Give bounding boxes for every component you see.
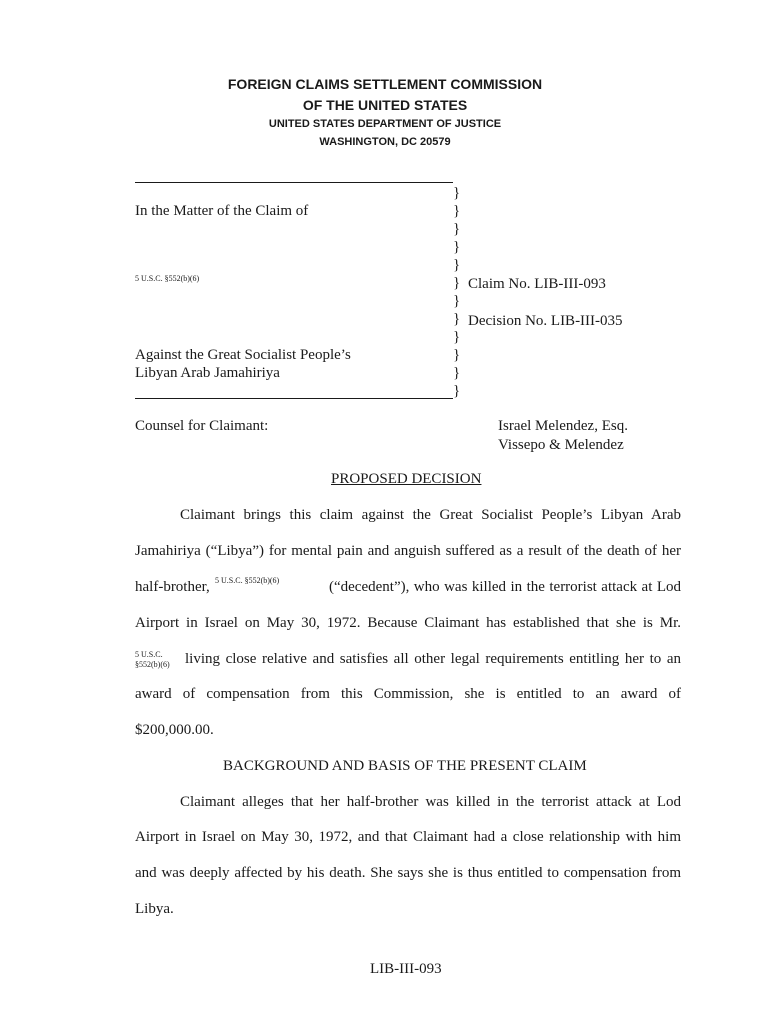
paragraph-2-line-1: Claimant alleges that her half-brother was killed in the terrorist attack at Lod	[180, 794, 681, 810]
brace: }	[453, 257, 461, 273]
paragraph-1-line-6: award of compensation from this Commission, she is entitled to an award of	[135, 686, 681, 702]
background-heading: BACKGROUND AND BASIS OF THE PRESENT CLAIM	[223, 758, 587, 774]
claim-number: Claim No. LIB-III-093	[468, 276, 606, 292]
redaction-line-a: 5 U.S.C.	[135, 650, 163, 659]
paragraph-1-line-4: Airport in Israel on May 30, 1972. Because Claimant has established that she is Mr.	[135, 615, 681, 631]
paragraph-2-line-4: Libya.	[135, 901, 174, 917]
paragraph-1-line-7: $200,000.00.	[135, 722, 214, 738]
brace: }	[453, 275, 461, 291]
brace: }	[453, 221, 461, 237]
brace: }	[453, 185, 461, 201]
matter-of-claim-label: In the Matter of the Claim of	[135, 203, 309, 219]
brace: }	[453, 311, 461, 327]
brace: }	[453, 239, 461, 255]
brace: }	[453, 347, 461, 363]
brace: }	[453, 365, 461, 381]
respondent-line2: Libyan Arab Jamahiriya	[135, 365, 280, 381]
brace: }	[453, 383, 461, 399]
redaction-line-b: §552(b)(6)	[135, 660, 170, 669]
caption-top-rule	[135, 182, 453, 183]
respondent-line1: Against the Great Socialist People’s	[135, 347, 351, 363]
decedent-name-redaction: 5 U.S.C. §552(b)(6)	[215, 576, 280, 585]
paragraph-2-line-2: Airport in Israel on May 30, 1972, and that Claimant had a close relationship with him	[135, 829, 681, 845]
counsel-firm: Vissepo & Melendez	[498, 437, 624, 453]
paragraph-2-line-3: and was deeply affected by his death. She says she is thus entitled to compensation from	[135, 865, 681, 881]
half-brother-text: half-brother,	[135, 579, 210, 595]
counsel-label: Counsel for Claimant:	[135, 418, 269, 434]
decedent-text: (“decedent”), who was killed in the terrorist attack at Lod	[329, 579, 681, 595]
paragraph-1-line-2: Jamahiriya (“Libya”) for mental pain and anguish suffered as a result of the death of her	[135, 543, 681, 559]
commission-name-line2: OF THE UNITED STATES	[302, 97, 468, 113]
decision-number: Decision No. LIB-III-035	[468, 313, 623, 329]
brace: }	[453, 293, 461, 309]
claimant-name-redaction: 5 U.S.C. §552(b)(6)	[135, 274, 200, 283]
counsel-name: Israel Melendez, Esq.	[498, 418, 628, 434]
proposed-decision-heading: PROPOSED DECISION	[331, 471, 482, 487]
brace: }	[453, 203, 461, 219]
paragraph-1-line-1: Claimant brings this claim against the Great Socialist People’s Libyan Arab	[180, 507, 681, 523]
page-footer-id: LIB-III-093	[370, 961, 442, 977]
address-line: WASHINGTON, DC 20579	[319, 136, 451, 148]
brace: }	[453, 329, 461, 345]
commission-name-line1: FOREIGN CLAIMS SETTLEMENT COMMISSION	[227, 76, 543, 92]
living-relative-text: living close relative and satisfies all other legal requirements entitling her to an	[185, 651, 681, 667]
caption-bottom-rule	[135, 398, 453, 399]
department-name: UNITED STATES DEPARTMENT OF JUSTICE	[268, 118, 502, 130]
